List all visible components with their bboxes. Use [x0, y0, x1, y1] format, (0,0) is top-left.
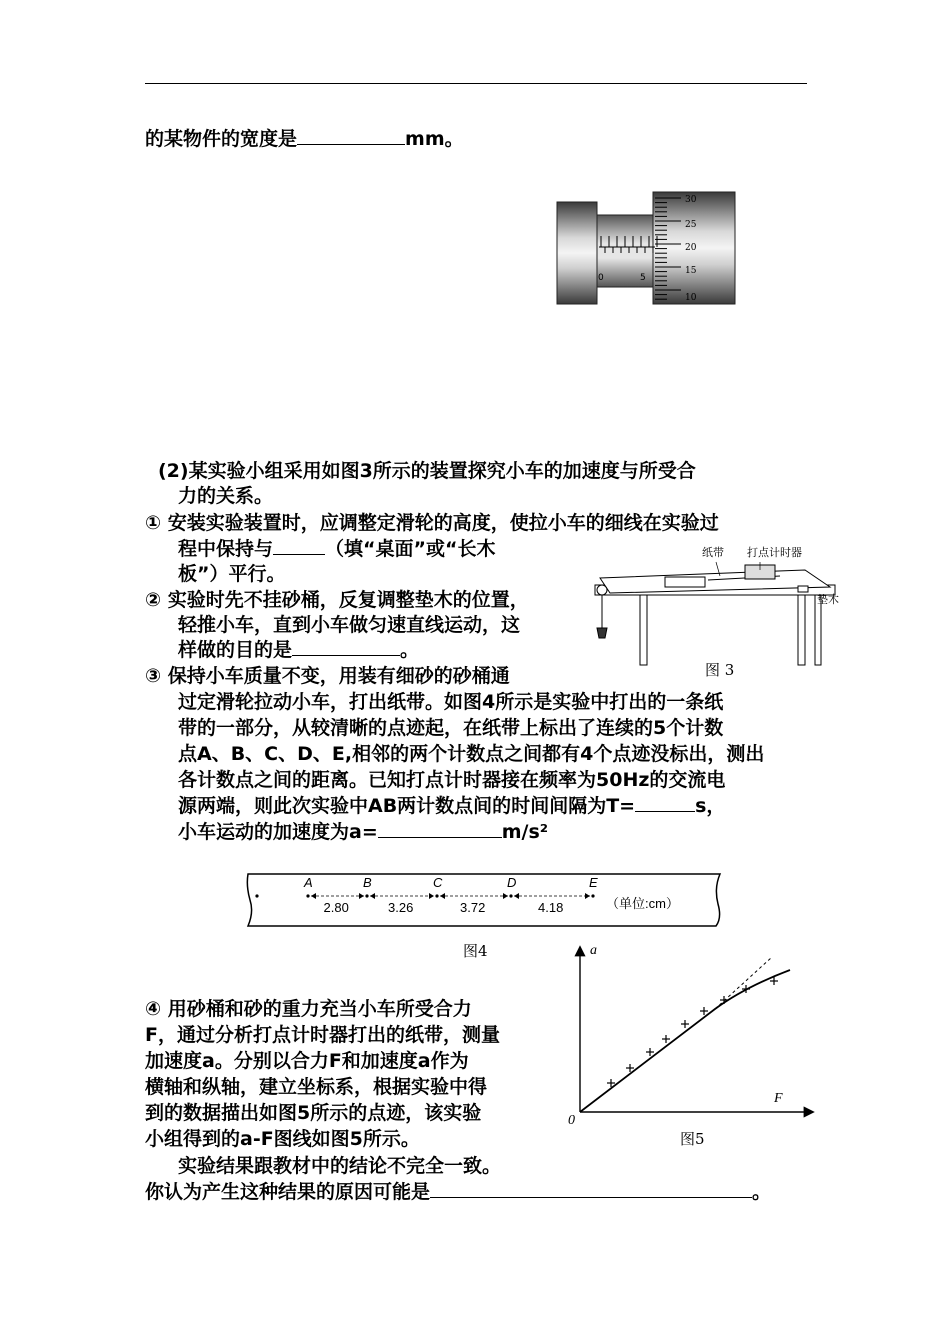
label-block: 垫木 [817, 593, 839, 606]
figure5-caption: 图5 [680, 1130, 705, 1148]
label-tape: 纸带 [702, 546, 724, 559]
q1-line [145, 126, 464, 152]
reason-answer-blank[interactable] [430, 1179, 752, 1198]
thimble-label-20: 20 [685, 243, 697, 253]
step2-answer-blank[interactable] [292, 637, 400, 656]
step4-line4: 横轴和纵轴，建立坐标系，根据实验中得 [145, 1076, 488, 1098]
step3-line6 [178, 793, 725, 819]
thimble-label-25: 25 [685, 220, 697, 230]
header-rule [145, 83, 807, 84]
x-axis-label: F [774, 1091, 783, 1106]
count-point-label: C [433, 875, 443, 890]
step2-line1: ② 实验时先不挂砂桶，反复调整垫木的位置， [145, 589, 529, 611]
distance-label: 4.18 [538, 900, 564, 915]
step4-line2: F，通过分析打点计时器打出的纸带，测量 [145, 1024, 500, 1046]
q1-text: 的某物件的宽度是 [145, 128, 298, 150]
step1-answer-blank[interactable] [273, 536, 325, 555]
step2-line2: 轻推小车，直到小车做匀速直线运动，这 [178, 614, 521, 636]
step4-text-a: 你认为产生这种结果的原因可能是 [145, 1181, 431, 1203]
step3-line2: 过定滑轮拉动小车，打出纸带。如图4所示是实验中打出的一条纸 [178, 691, 724, 713]
step3-line4: 点A、B、C、D、E,相邻的两个计数点之间都有4个点迹没标出，测出 [178, 743, 765, 765]
distance-label: 3.72 [460, 900, 486, 915]
figure3-apparatus [590, 540, 850, 682]
step3-line3: 带的一部分，从较清晰的点迹起，在纸带上标出了连续的5个计数 [178, 717, 724, 739]
step4-line6: 小组得到的a-F图线如图5所示。 [145, 1128, 420, 1150]
count-point-dot [306, 894, 309, 897]
q2-intro-line2: 力的关系。 [178, 485, 274, 507]
figure4-tape [240, 868, 730, 932]
step1-text-b: （填“桌面”或“长木 [325, 538, 496, 560]
count-point-dot [435, 894, 438, 897]
figure3-caption: 图 3 [705, 661, 735, 679]
fitted-curve [580, 970, 790, 1112]
step2-line3 [178, 637, 419, 663]
count-point-label: E [589, 875, 598, 890]
pulley [597, 585, 607, 595]
acceleration-answer-blank[interactable] [378, 819, 502, 838]
table-leg-left [640, 595, 647, 665]
count-point-dot [591, 894, 594, 897]
step4-line3: 加速度a。分别以合力F和加速度a作为 [145, 1050, 469, 1072]
table-leg-right [798, 595, 805, 665]
cart [665, 577, 705, 587]
unit-note: （单位:cm） [606, 896, 679, 911]
start-dot [255, 894, 258, 897]
y-axis-label: a [590, 943, 597, 958]
step4-line7: 实验结果跟教材中的结论不完全一致。 [178, 1155, 502, 1177]
micrometer-figure [555, 190, 740, 306]
step2-text-a: 样做的目的是 [178, 639, 293, 661]
step4-line8 [145, 1179, 771, 1205]
step3-text-b: s， [695, 795, 726, 817]
step3-line1: ③ 保持小车质量不变，用装有细砂的砂桶通 [145, 665, 510, 687]
q1-unit: mm。 [405, 128, 464, 150]
origin-label: 0 [568, 1113, 575, 1128]
step4-line1: ④ 用砂桶和砂的重力充当小车所受合力 [145, 998, 472, 1020]
distance-label: 2.80 [323, 900, 349, 915]
step3-line5: 各计数点之间的距离。已知打点计时器接在频率为50Hz的交流电 [178, 769, 726, 791]
thimble-label-15: 15 [685, 266, 697, 276]
step3-text-d: m/s² [501, 821, 549, 843]
figure4-caption: 图4 [463, 942, 488, 960]
thimble-label-30: 30 [685, 195, 697, 205]
sleeve-label-0: 0 [598, 273, 604, 283]
label-timer: 打点计时器 [747, 546, 802, 559]
step3-text-c: 小车运动的加速度为a= [178, 821, 378, 843]
step3-line7 [178, 819, 548, 845]
wood-block [798, 586, 808, 592]
step1-line3: 板”）平行。 [178, 563, 286, 585]
step2-text-b: 。 [400, 639, 420, 661]
sleeve-label-5: 5 [640, 273, 646, 283]
step4-text-b: 。 [752, 1181, 772, 1203]
count-point-dot [365, 894, 368, 897]
step1-line1: ① 安装实验装置时，应调整定滑轮的高度，使拉小车的细线在实验过 [145, 512, 719, 534]
micrometer-anvil [557, 202, 597, 304]
thimble-label-10: 10 [685, 293, 697, 303]
count-point-label: B [363, 875, 372, 890]
step1-text-a: 程中保持与 [178, 538, 274, 560]
sand-bucket [597, 628, 607, 638]
q2-intro-line1: (2)某实验小组采用如图3所示的装置探究小车的加速度与所受合 [158, 460, 696, 482]
step4-line5: 到的数据描出如图5所示的点迹，该实验 [145, 1102, 482, 1124]
count-point-label: D [507, 875, 517, 890]
step3-text-a: 源两端，则此次实验中AB两计数点间的时间间隔为T= [178, 795, 636, 817]
figure5-graph [560, 940, 820, 1130]
count-point-label: A [304, 875, 313, 890]
count-point-dot [509, 894, 512, 897]
micrometer-sleeve [597, 215, 655, 287]
step1-line2 [178, 536, 495, 562]
q1-answer-blank[interactable] [297, 126, 405, 145]
period-answer-blank[interactable] [635, 793, 695, 812]
distance-label: 3.26 [388, 900, 414, 915]
